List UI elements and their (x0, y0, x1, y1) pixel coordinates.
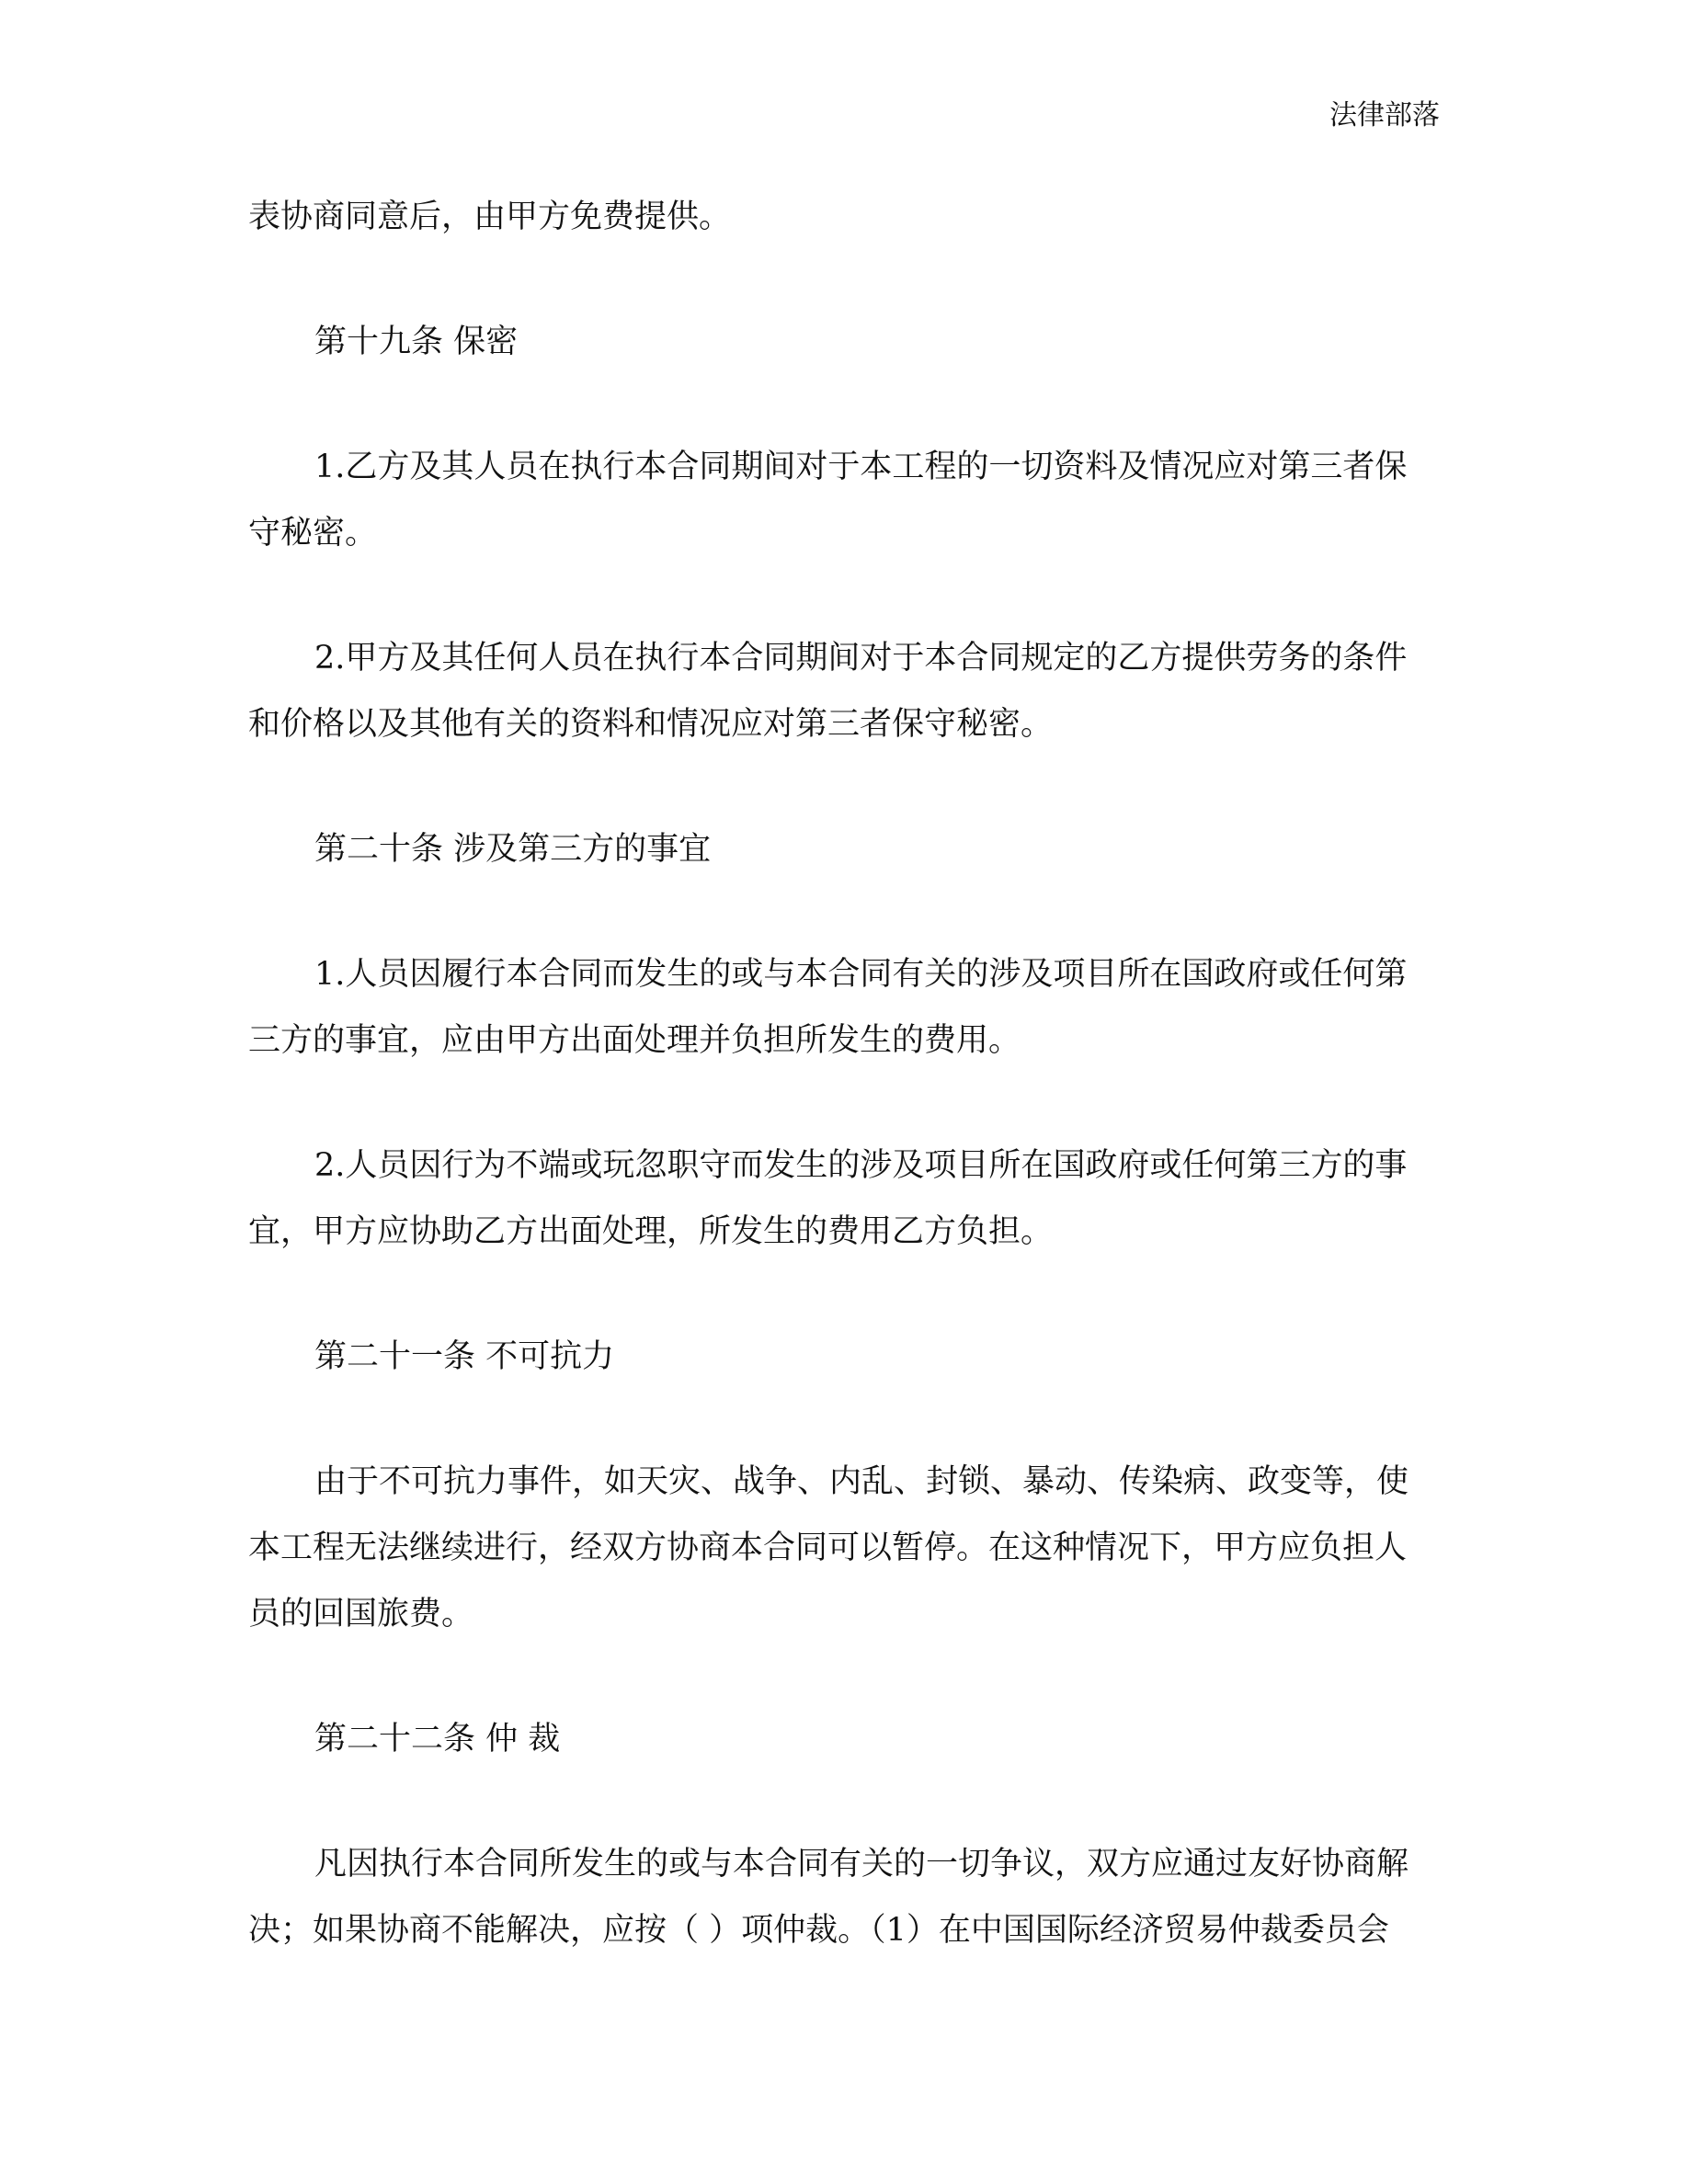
article-heading-20: 第二十条 涉及第三方的事宜 (314, 831, 712, 868)
page-header-site-name: 法律部落 (1329, 99, 1440, 131)
paragraph-line: 宜，甲方应协助乙方出面处理，所发生的费用乙方负担。 (248, 1213, 1054, 1250)
paragraph-line: 决；如果协商不能解决，应按（ ）项仲裁。（1）在中国国际经济贸易仲裁委员会 (248, 1912, 1389, 1949)
article-heading-21: 第二十一条 不可抗力 (314, 1338, 615, 1375)
paragraph-line: 凡因执行本合同所发生的或与本合同有关的一切争议，双方应通过友好协商解 (314, 1846, 1409, 1883)
paragraph-line: 员的回国旅费。 (248, 1596, 474, 1632)
paragraph-line: 本工程无法继续进行，经双方协商本合同可以暂停。在这种情况下，甲方应负担人 (248, 1530, 1408, 1566)
paragraph-line: 和价格以及其他有关的资料和情况应对第三者保守秘密。 (248, 706, 1054, 743)
paragraph-line: 守秘密。 (248, 515, 378, 552)
paragraph-line: 由于不可抗力事件，如天灾、战争、内乱、封锁、暴动、传染病、政变等，使 (314, 1463, 1409, 1500)
paragraph-line: 2.人员因行为不端或玩忽职守而发生的涉及项目所在国政府或任何第三方的事 (314, 1147, 1408, 1184)
paragraph-line: 1.人员因履行本合同而发生的或与本合同有关的涉及项目所在国政府或任何第 (314, 956, 1408, 993)
article-heading-19: 第十九条 保密 (314, 324, 519, 360)
paragraph-line: 三方的事宜，应由甲方出面处理并负担所发生的费用。 (248, 1022, 1021, 1059)
article-heading-22: 第二十二条 仲 裁 (314, 1721, 561, 1757)
paragraph-line: 1.乙方及其人员在执行本合同期间对于本工程的一切资料及情况应对第三者保 (314, 449, 1408, 485)
document-body (248, 193, 1440, 1973)
paragraph-line: 2.甲方及其任何人员在执行本合同期间对于本合同规定的乙方提供劳务的条件 (314, 640, 1408, 677)
paragraph-line: 表协商同意后，由甲方免费提供。 (248, 199, 732, 235)
